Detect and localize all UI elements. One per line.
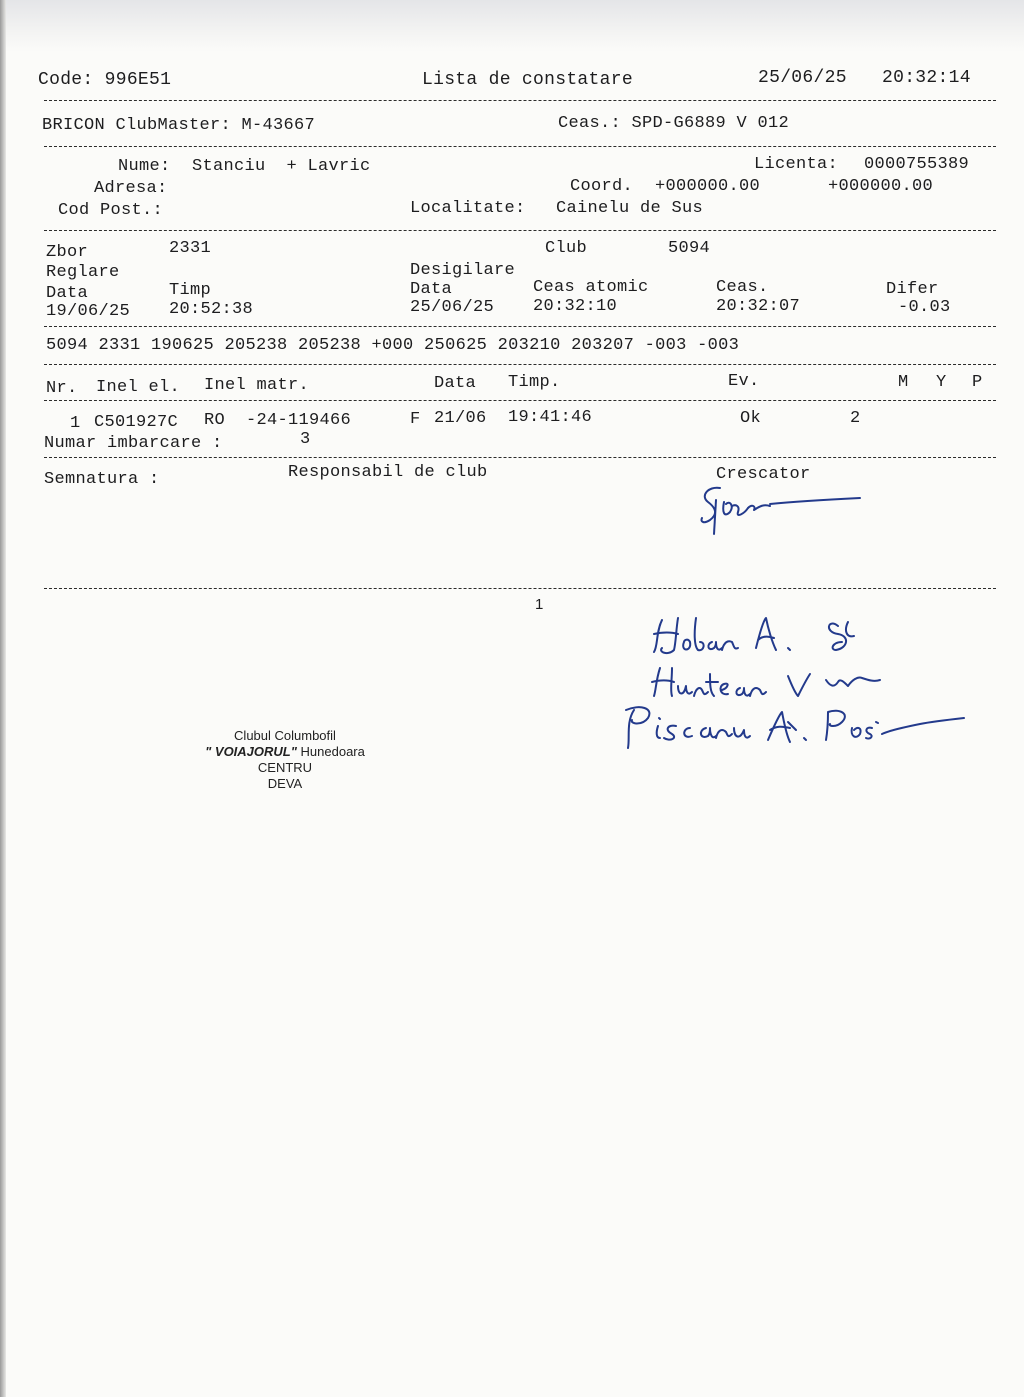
licenta-label: Licenta: <box>754 155 839 174</box>
coord-label: Coord. <box>570 177 634 196</box>
imbarcare-value: 3 <box>300 430 311 449</box>
club-value: 5094 <box>668 239 711 258</box>
coord-x: +000000.00 <box>655 177 761 196</box>
semnatura-label: Semnatura : <box>44 470 160 489</box>
col-inel-matr: Inel matr. <box>204 376 310 395</box>
ceas-atomic-label: Ceas atomic <box>533 278 649 297</box>
crescator-signature <box>690 478 870 540</box>
imbarcare-label: Numar imbarcare : <box>44 434 223 453</box>
separator-rule <box>44 364 996 365</box>
clubmaster-id: BRICON ClubMaster: M-43667 <box>42 116 316 135</box>
localitate-label: Localitate: <box>410 199 526 218</box>
signature-piscanu <box>620 700 970 750</box>
crescator-label: Crescator <box>716 465 811 484</box>
localitate-value: Cainelu de Sus <box>556 199 704 218</box>
row-ev: Ok <box>740 409 762 428</box>
reglare-timp-label: Timp <box>169 281 212 300</box>
row-data: 21/06 <box>434 409 487 428</box>
licenta-value: 0000755389 <box>864 155 970 174</box>
zbor-value: 2331 <box>169 239 212 258</box>
col-p: P <box>972 373 983 392</box>
row-inel-matr: RO -24-119466 <box>204 411 352 430</box>
page-number: 1 <box>535 596 544 613</box>
col-timp: Timp. <box>508 373 561 392</box>
separator-rule <box>44 100 996 101</box>
separator-rule <box>44 326 996 327</box>
signature-hoban <box>648 612 888 658</box>
reglare-label: Reglare <box>46 263 120 282</box>
responsabil-label: Responsabil de club <box>288 463 488 482</box>
clock-id: Ceas.: SPD-G6889 V 012 <box>558 114 790 133</box>
cod-post-label: Cod Post.: <box>58 201 164 220</box>
stamp-line-2 <box>170 744 400 760</box>
signature-hunteau <box>648 662 888 702</box>
reglare-timp: 20:52:38 <box>169 300 254 319</box>
reglare-data-label: Data <box>46 284 89 303</box>
desig-ceas-atomic: 20:32:10 <box>533 297 618 316</box>
paper-left-edge <box>0 0 6 1397</box>
zbor-label: Zbor <box>46 243 89 262</box>
adresa-label: Adresa: <box>94 179 168 198</box>
stamp-line-3: CENTRU <box>257 760 313 775</box>
owner-name: Stanciu + Lavric <box>192 157 371 176</box>
col-data: Data <box>434 374 477 393</box>
col-y: Y <box>936 373 947 392</box>
document-code: Code: 996E51 <box>38 70 172 90</box>
row-sex: F <box>410 410 421 429</box>
col-ev: Ev. <box>728 372 760 391</box>
print-time: 20:32:14 <box>882 68 971 88</box>
difer-label: Difer <box>886 280 939 299</box>
ceas-label: Ceas. <box>716 278 769 297</box>
row-nr: 1 <box>70 414 81 433</box>
separator-rule <box>44 588 996 589</box>
print-date: 25/06/25 <box>758 68 847 88</box>
summary-code-line: 5094 2331 190625 205238 205238 +000 250625 203210 203207 -003 -003 <box>46 336 740 355</box>
separator-rule <box>44 146 996 147</box>
stamp-line-1: Clubul Columbofil <box>234 728 336 743</box>
row-timp: 19:41:46 <box>508 408 593 427</box>
col-m: M <box>898 373 909 392</box>
stamp-city: Hunedoara <box>300 744 365 759</box>
row-inel-el: C501927C <box>94 413 179 432</box>
document-title: Lista de constatare <box>422 70 633 90</box>
stamp-club-name: " VOIAJORUL" <box>205 744 297 759</box>
desig-data: 25/06/25 <box>410 298 495 317</box>
row-m: 2 <box>850 409 861 428</box>
paper-top-shadow <box>0 0 1024 52</box>
coord-y: +000000.00 <box>828 177 934 196</box>
club-label: Club <box>545 239 588 258</box>
reglare-data: 19/06/25 <box>46 302 131 321</box>
club-stamp <box>170 728 400 792</box>
desigilare-label: Desigilare <box>410 261 516 280</box>
col-nr: Nr. <box>46 379 78 398</box>
separator-rule <box>44 400 996 401</box>
separator-rule <box>44 457 996 458</box>
desig-ceas: 20:32:07 <box>716 297 801 316</box>
separator-rule <box>44 230 996 231</box>
col-inel-el: Inel el. <box>96 378 181 397</box>
desig-data-label: Data <box>410 280 453 299</box>
nume-label: Nume: <box>118 157 171 176</box>
difer-value: -0.03 <box>898 298 951 317</box>
stamp-line-4: DEVA <box>267 776 303 791</box>
